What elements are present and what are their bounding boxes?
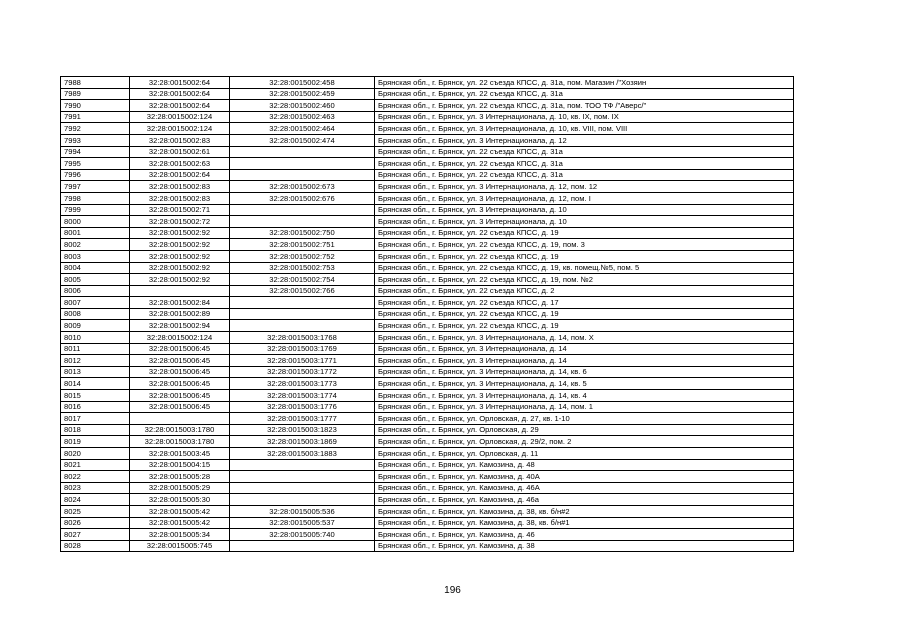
parcel-number-cell: 32:28:0015002:124 [130, 111, 230, 123]
object-number-cell: 32:28:0015002:754 [230, 274, 375, 286]
object-number-cell: 32:28:0015002:458 [230, 77, 375, 89]
table-row [61, 390, 794, 402]
table-row [61, 320, 794, 332]
table-row [61, 505, 794, 517]
row-number-cell: 8028 [61, 540, 130, 552]
row-number-cell: 8006 [61, 285, 130, 297]
object-number-cell [230, 459, 375, 471]
row-number-cell: 8012 [61, 355, 130, 367]
row-number-cell: 8023 [61, 482, 130, 494]
parcel-number-cell: 32:28:0015002:84 [130, 297, 230, 309]
parcel-number-cell: 32:28:0015005:29 [130, 482, 230, 494]
address-cell: Брянская обл., г. Брянск, ул. 3 Интернационала, д. 10 [375, 216, 794, 228]
address-cell: Брянская обл., г. Брянск, ул. Камозина, д. 40А [375, 471, 794, 483]
table-row [61, 239, 794, 251]
address-cell: Брянская обл., г. Брянск, ул. 22 съезда КПСС, д. 19, кв. помещ.№5, пом. 5 [375, 262, 794, 274]
row-number-cell: 7989 [61, 88, 130, 100]
table-row [61, 100, 794, 112]
address-cell: Брянская обл., г. Брянск, ул. 22 съезда КПСС, д. 31а, пом. ТОО ТФ /"Аверс/" [375, 100, 794, 112]
table-row [61, 204, 794, 216]
object-number-cell: 32:28:0015003:1772 [230, 366, 375, 378]
address-cell: Брянская обл., г. Брянск, ул. 22 съезда КПСС, д. 31а [375, 88, 794, 100]
object-number-cell [230, 297, 375, 309]
parcel-number-cell: 32:28:0015006:45 [130, 343, 230, 355]
table-row [61, 274, 794, 286]
row-number-cell: 8000 [61, 216, 130, 228]
object-number-cell [230, 308, 375, 320]
table-row [61, 332, 794, 344]
address-cell: Брянская обл., г. Брянск, ул. 3 Интернационала, д. 14 [375, 355, 794, 367]
row-number-cell: 8005 [61, 274, 130, 286]
parcel-number-cell: 32:28:0015002:64 [130, 77, 230, 89]
table-row [61, 216, 794, 228]
parcel-number-cell: 32:28:0015006:45 [130, 366, 230, 378]
row-number-cell: 8009 [61, 320, 130, 332]
address-cell: Брянская обл., г. Брянск, ул. 22 съезда КПСС, д. 17 [375, 297, 794, 309]
table-row [61, 192, 794, 204]
row-number-cell: 7993 [61, 134, 130, 146]
row-number-cell: 7997 [61, 181, 130, 193]
address-cell: Брянская обл., г. Брянск, ул. 3 Интернационала, д. 14, кв. 6 [375, 366, 794, 378]
object-number-cell [230, 169, 375, 181]
object-number-cell [230, 204, 375, 216]
parcel-number-cell: 32:28:0015004:15 [130, 459, 230, 471]
object-number-cell: 32:28:0015002:464 [230, 123, 375, 135]
parcel-number-cell: 32:28:0015002:92 [130, 239, 230, 251]
table-row [61, 378, 794, 390]
address-cell: Брянская обл., г. Брянск, ул. 22 съезда КПСС, д. 19 [375, 227, 794, 239]
parcel-number-cell: 32:28:0015002:83 [130, 134, 230, 146]
table-row [61, 459, 794, 471]
object-number-cell: 32:28:0015003:1768 [230, 332, 375, 344]
table-row [61, 169, 794, 181]
address-cell: Брянская обл., г. Брянск, ул. 3 Интернационала, д. 14, кв. 5 [375, 378, 794, 390]
row-number-cell: 8025 [61, 505, 130, 517]
table-row [61, 494, 794, 506]
object-number-cell [230, 146, 375, 158]
address-cell: Брянская обл., г. Брянск, ул. 22 съезда КПСС, д. 19 [375, 308, 794, 320]
address-cell: Брянская обл., г. Брянск, ул. 3 Интернационала, д. 10 [375, 204, 794, 216]
table-row [61, 540, 794, 552]
row-number-cell: 8016 [61, 401, 130, 413]
address-cell: Брянская обл., г. Брянск, ул. 3 Интернационала, д. 10, кв. IX, пом. IX [375, 111, 794, 123]
address-cell: Брянская обл., г. Брянск, ул. 22 съезда КПСС, д. 19 [375, 250, 794, 262]
table-row [61, 366, 794, 378]
address-cell: Брянская обл., г. Брянск, ул. Камозина, д. 38, кв. б/н#2 [375, 505, 794, 517]
object-number-cell: 32:28:0015002:676 [230, 192, 375, 204]
row-number-cell: 8013 [61, 366, 130, 378]
parcel-number-cell: 32:28:0015002:61 [130, 146, 230, 158]
row-number-cell: 8002 [61, 239, 130, 251]
address-cell: Брянская обл., г. Брянск, ул. Камозина, д. 46 [375, 529, 794, 541]
parcel-number-cell: 32:28:0015005:28 [130, 471, 230, 483]
object-number-cell: 32:28:0015003:1776 [230, 401, 375, 413]
parcel-number-cell: 32:28:0015003:1780 [130, 424, 230, 436]
address-cell: Брянская обл., г. Брянск, ул. Камозина, д. 46А [375, 482, 794, 494]
parcel-number-cell: 32:28:0015002:92 [130, 250, 230, 262]
address-cell: Брянская обл., г. Брянск, ул. 3 Интернационала, д. 10, кв. VIII, пом. VIII [375, 123, 794, 135]
row-number-cell: 7999 [61, 204, 130, 216]
table-row [61, 134, 794, 146]
address-cell: Брянская обл., г. Брянск, ул. 22 съезда КПСС, д. 31а [375, 158, 794, 170]
table-row [61, 88, 794, 100]
parcel-number-cell: 32:28:0015002:71 [130, 204, 230, 216]
table-row [61, 77, 794, 89]
table-row [61, 262, 794, 274]
table-row [61, 123, 794, 135]
parcel-number-cell: 32:28:0015005:745 [130, 540, 230, 552]
table-row [61, 529, 794, 541]
object-number-cell: 32:28:0015003:1769 [230, 343, 375, 355]
address-cell: Брянская обл., г. Брянск, ул. 3 Интернационала, д. 12 [375, 134, 794, 146]
table-row [61, 227, 794, 239]
address-cell: Брянская обл., г. Брянск, ул. Орловская, д. 27, кв. 1-10 [375, 413, 794, 425]
object-number-cell [230, 471, 375, 483]
parcel-number-cell: 32:28:0015002:64 [130, 169, 230, 181]
object-number-cell: 32:28:0015003:1823 [230, 424, 375, 436]
parcel-number-cell: 32:28:0015002:64 [130, 100, 230, 112]
row-number-cell: 8027 [61, 529, 130, 541]
table-row [61, 343, 794, 355]
address-cell: Брянская обл., г. Брянск, ул. 3 Интернационала, д. 12, пом. I [375, 192, 794, 204]
parcel-number-cell: 32:28:0015006:45 [130, 378, 230, 390]
address-cell: Брянская обл., г. Брянск, ул. 3 Интернационала, д. 14, пом. 1 [375, 401, 794, 413]
parcel-number-cell: 32:28:0015002:83 [130, 181, 230, 193]
table-row [61, 297, 794, 309]
table-row [61, 482, 794, 494]
table-row [61, 424, 794, 436]
row-number-cell: 8018 [61, 424, 130, 436]
parcel-number-cell: 32:28:0015005:30 [130, 494, 230, 506]
row-number-cell: 7988 [61, 77, 130, 89]
row-number-cell: 8024 [61, 494, 130, 506]
object-number-cell: 32:28:0015003:1869 [230, 436, 375, 448]
object-number-cell: 32:28:0015002:459 [230, 88, 375, 100]
table-row [61, 401, 794, 413]
parcel-number-cell: 32:28:0015002:92 [130, 274, 230, 286]
address-cell: Брянская обл., г. Брянск, ул. 22 съезда КПСС, д. 31а [375, 169, 794, 181]
row-number-cell: 7998 [61, 192, 130, 204]
parcel-number-cell: 32:28:0015002:92 [130, 262, 230, 274]
parcel-number-cell: 32:28:0015005:42 [130, 517, 230, 529]
parcel-number-cell: 32:28:0015002:72 [130, 216, 230, 228]
parcel-number-cell: 32:28:0015002:124 [130, 332, 230, 344]
parcel-number-cell: 32:28:0015002:124 [130, 123, 230, 135]
row-number-cell: 8004 [61, 262, 130, 274]
registry-table [60, 76, 794, 552]
row-number-cell: 7990 [61, 100, 130, 112]
parcel-number-cell: 32:28:0015006:45 [130, 401, 230, 413]
row-number-cell: 8003 [61, 250, 130, 262]
object-number-cell: 32:28:0015003:1883 [230, 448, 375, 460]
row-number-cell: 8015 [61, 390, 130, 402]
row-number-cell: 8026 [61, 517, 130, 529]
parcel-number-cell: 32:28:0015002:92 [130, 227, 230, 239]
parcel-number-cell: 32:28:0015002:94 [130, 320, 230, 332]
object-number-cell [230, 320, 375, 332]
address-cell: Брянская обл., г. Брянск, ул. 3 Интернационала, д. 14, пом. X [375, 332, 794, 344]
table-row [61, 448, 794, 460]
address-cell: Брянская обл., г. Брянск, ул. 22 съезда КПСС, д. 31а [375, 146, 794, 158]
row-number-cell: 8014 [61, 378, 130, 390]
row-number-cell: 8017 [61, 413, 130, 425]
object-number-cell: 32:28:0015005:536 [230, 505, 375, 517]
parcel-number-cell [130, 285, 230, 297]
address-cell: Брянская обл., г. Брянск, ул. Орловская, д. 29/2, пом. 2 [375, 436, 794, 448]
parcel-number-cell: 32:28:0015002:63 [130, 158, 230, 170]
address-cell: Брянская обл., г. Брянск, ул. Камозина, д. 38 [375, 540, 794, 552]
object-number-cell: 32:28:0015002:766 [230, 285, 375, 297]
object-number-cell [230, 216, 375, 228]
object-number-cell: 32:28:0015002:750 [230, 227, 375, 239]
table-body [61, 77, 794, 552]
parcel-number-cell [130, 413, 230, 425]
row-number-cell: 8021 [61, 459, 130, 471]
object-number-cell: 32:28:0015002:463 [230, 111, 375, 123]
object-number-cell: 32:28:0015002:673 [230, 181, 375, 193]
table-row [61, 413, 794, 425]
address-cell: Брянская обл., г. Брянск, ул. 22 съезда КПСС, д. 2 [375, 285, 794, 297]
object-number-cell: 32:28:0015002:753 [230, 262, 375, 274]
address-cell: Брянская обл., г. Брянск, ул. 3 Интернационала, д. 12, пом. 12 [375, 181, 794, 193]
row-number-cell: 8022 [61, 471, 130, 483]
table-row [61, 308, 794, 320]
row-number-cell: 8008 [61, 308, 130, 320]
parcel-number-cell: 32:28:0015003:45 [130, 448, 230, 460]
parcel-number-cell: 32:28:0015005:34 [130, 529, 230, 541]
address-cell: Брянская обл., г. Брянск, ул. Орловская, д. 11 [375, 448, 794, 460]
row-number-cell: 8007 [61, 297, 130, 309]
object-number-cell: 32:28:0015002:460 [230, 100, 375, 112]
table-row [61, 471, 794, 483]
address-cell: Брянская обл., г. Брянск, ул. Камозина, д. 48 [375, 459, 794, 471]
parcel-number-cell: 32:28:0015006:45 [130, 390, 230, 402]
row-number-cell: 8019 [61, 436, 130, 448]
row-number-cell: 8011 [61, 343, 130, 355]
table-row [61, 158, 794, 170]
address-cell: Брянская обл., г. Брянск, ул. 22 съезда КПСС, д. 19, пом. 3 [375, 239, 794, 251]
object-number-cell [230, 540, 375, 552]
object-number-cell: 32:28:0015003:1774 [230, 390, 375, 402]
table-row [61, 436, 794, 448]
object-number-cell [230, 494, 375, 506]
object-number-cell [230, 158, 375, 170]
address-cell: Брянская обл., г. Брянск, ул. 22 съезда КПСС, д. 19, пом. №2 [375, 274, 794, 286]
object-number-cell: 32:28:0015002:751 [230, 239, 375, 251]
parcel-number-cell: 32:28:0015006:45 [130, 355, 230, 367]
address-cell: Брянская обл., г. Брянск, ул. 3 Интернационала, д. 14 [375, 343, 794, 355]
table-row [61, 285, 794, 297]
page-number: 196 [444, 585, 461, 596]
row-number-cell: 7991 [61, 111, 130, 123]
table-row [61, 517, 794, 529]
row-number-cell: 7992 [61, 123, 130, 135]
row-number-cell: 7996 [61, 169, 130, 181]
table-row [61, 181, 794, 193]
row-number-cell: 7995 [61, 158, 130, 170]
object-number-cell: 32:28:0015005:537 [230, 517, 375, 529]
row-number-cell: 7994 [61, 146, 130, 158]
object-number-cell [230, 482, 375, 494]
table-row [61, 250, 794, 262]
table-row [61, 146, 794, 158]
object-number-cell: 32:28:0015003:1777 [230, 413, 375, 425]
address-cell: Брянская обл., г. Брянск, ул. Орловская, д. 29 [375, 424, 794, 436]
address-cell: Брянская обл., г. Брянск, ул. Камозина, д. 46а [375, 494, 794, 506]
parcel-number-cell: 32:28:0015002:89 [130, 308, 230, 320]
object-number-cell: 32:28:0015003:1773 [230, 378, 375, 390]
parcel-number-cell: 32:28:0015005:42 [130, 505, 230, 517]
row-number-cell: 8001 [61, 227, 130, 239]
object-number-cell: 32:28:0015002:474 [230, 134, 375, 146]
parcel-number-cell: 32:28:0015003:1780 [130, 436, 230, 448]
object-number-cell: 32:28:0015003:1771 [230, 355, 375, 367]
address-cell: Брянская обл., г. Брянск, ул. 22 съезда КПСС, д. 19 [375, 320, 794, 332]
address-cell: Брянская обл., г. Брянск, ул. 3 Интернационала, д. 14, кв. 4 [375, 390, 794, 402]
address-cell: Брянская обл., г. Брянск, ул. 22 съезда КПСС, д. 31а, пом. Магазин /"Хозяин [375, 77, 794, 89]
table-row [61, 355, 794, 367]
parcel-number-cell: 32:28:0015002:64 [130, 88, 230, 100]
address-cell: Брянская обл., г. Брянск, ул. Камозина, д. 38, кв. б/н#1 [375, 517, 794, 529]
table-row [61, 111, 794, 123]
parcel-number-cell: 32:28:0015002:83 [130, 192, 230, 204]
row-number-cell: 8010 [61, 332, 130, 344]
object-number-cell: 32:28:0015005:740 [230, 529, 375, 541]
object-number-cell: 32:28:0015002:752 [230, 250, 375, 262]
row-number-cell: 8020 [61, 448, 130, 460]
